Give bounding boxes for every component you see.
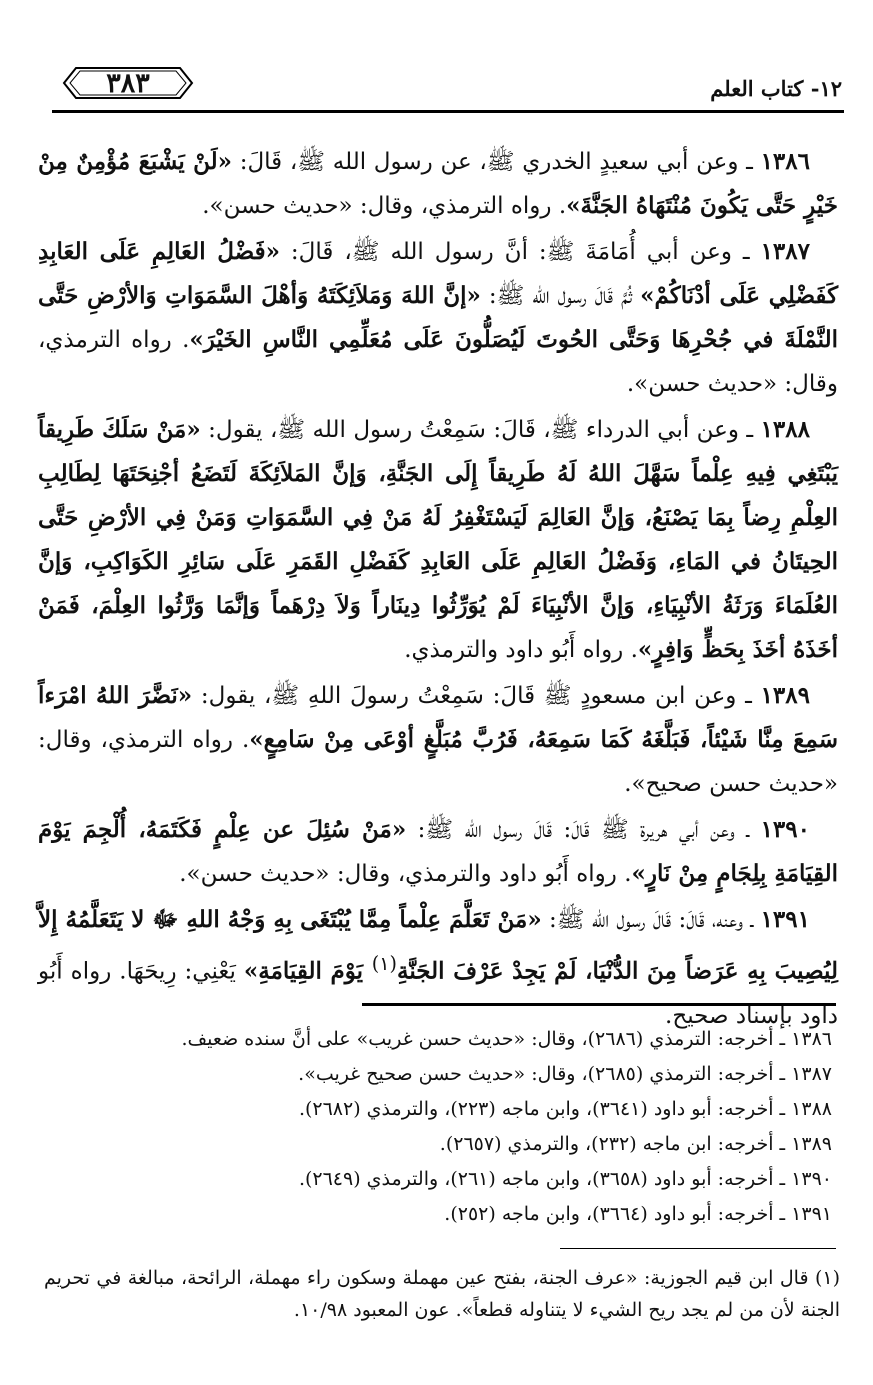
hadith-quote-end: يَوْمَ القِيَامَةِ» [243,957,372,985]
header-rule [52,110,844,113]
hadith-source: . رواه أَبُو داود والترمذي. [404,637,638,663]
hadith-1390 [38,808,838,896]
page-number: ٣٨٣ [106,67,150,99]
reference-item: ١٣٨٧ ـ أخرجه: الترمذي (٢٦٨٥)، وقال: «حديث حسن صحيح غريب». [298,1063,832,1085]
page-number-frame [62,66,194,100]
hadith-quote: «مَنْ سَلَكَ طَرِيقاً يَبْتَغِي فِيهِ عِلْماً سَهَّلَ اللهُ لَهُ طَرِيقاً إِلَى الجَنَّةِ، وَإنَّ المَلاَئِكَةَ لَتَضَعُ أجْنِحَتَهَا لِطَالِبِ العِلْمِ رِضاً بِمَا يَصْنَعُ، وَإنَّ العَالِمَ لَيَسْتَغْفِرُ لَهُ مَنْ فِي السَّمَوَاتِ وَمَنْ فِي الأرْضِ حَتَّى الحِيتَانُ في المَاءِ، وَفَضْلُ العَالِمِ عَلَى العَابِدِ كَفَضْلِ القَمَرِ عَلَى سَائِرِ الكَوَاكِبِ، وَإنَّ العُلَمَاءَ وَرَثَةُ الأنْبِيَاءِ، وَإنَّ الأنْبِيَاءَ لَمْ يُوَرِّثُوا دِينَاراً وَلاَ دِرْهَماً وَإنَّمَا وَرَّثُوا العِلْمَ، فَمَنْ أخَذَهُ أخَذَ بِحَظٍّ وَافِرٍ» [38,416,838,663]
reference-item: ١٣٨٨ ـ أخرجه: أبو داود (٣٦٤١)، وابن ماجه (٢٢٣)، والترمذي (٢٦٨٢). [298,1098,832,1120]
hadith-1388 [38,408,838,672]
hadith-quote: «لَنْ يَشْبَعَ مُؤْمِنٌ مِنْ خَيْرٍ حَتَّى يَكُونَ مُنْتَهَاهُ الجَنَّةَ» [38,148,838,219]
references-separator [362,1003,836,1006]
reference-item: ١٣٩١ ـ أخرجه: أبو داود (٣٦٦٤)، وابن ماجه (٢٥٢). [444,1203,832,1225]
hadith-source: . رواه الترمذي، وقال: «حديث حسن صحيح». [38,727,838,797]
hadith-1387 [38,230,838,406]
hadith-intro: ـ وعن ابن مسعودٍ ﷺ قَالَ: سَمِعْتُ رسولَ اللهِ ﷺ، يقول: [192,683,761,709]
hadith-source: . رواه الترمذي، وقال: «حديث حسن». [202,193,567,219]
footnote-marker[interactable]: (١) [371,952,398,975]
page-header [52,66,842,106]
hadith-number: ١٣٩١ [760,906,810,933]
hadith-number: ١٣٨٧ [760,238,810,265]
hadith-quote-2: «إنَّ اللهَ وَمَلاَئِكَتَهُ وَأهْلَ السَّمَوَاتِ وَالأرْضِ حَتَّى النَّمْلَةَ في جُحْرِهَا وَحَتَّى الحُوتَ لَيُصَلُّونَ عَلَى مُعَلِّمِي النَّاسِ الخَيْرَ» [38,282,838,353]
hadith-intro: ـ وعن أبي سعيدٍ الخدري ﷺ، عن رسول الله ﷺ، قَالَ: [232,149,761,175]
hadith-number: ١٣٨٨ [760,416,810,443]
reference-item: ١٣٨٦ ـ أخرجه: الترمذي (٢٦٨٦)، وقال: «حديث حسن غريب» على أنَّ سنده ضعيف. [181,1028,832,1050]
hadith-source: . رواه أَبُو داود والترمذي، وقال: «حديث حسن». [179,861,632,887]
hadith-1389 [38,674,838,806]
footnote-separator [560,1248,836,1249]
hadith-intro: ـ وعن أبي أُمَامَةَ ﷺ: أنَّ رسول الله ﷺ، قَالَ: [279,239,761,265]
hadith-intro: ـ وعن أبي الدرداء ﷺ، قَالَ: سَمِعْتُ رسول الله ﷺ، يقول: [200,417,761,443]
hadith-number: ١٣٨٩ [760,682,810,709]
footnote: (١) قال ابن قيم الجوزية: «عرف الجنة، بفتح عين مهملة وسكون راء مهملة، الرائحة، مبالغة في تحريم الجنة لأن من لم يجد ريح الشيء لا يتناوله قطعاً». عون المعبود ١٠/٩٨. [44,1267,840,1321]
hadith-number: ١٣٩٠ [760,816,810,843]
hadith-source: . رواه الترمذي، وقال: «حديث حسن». [38,327,838,397]
reference-item: ١٣٩٠ ـ أخرجه: أبو داود (٣٦٥٨)، وابن ماجه (٢٦١)، والترمذي (٢٦٤٩). [298,1168,832,1190]
reference-item: ١٣٨٩ ـ أخرجه: ابن ماجه (٢٣٢)، والترمذي (٢٦٥٧). [439,1133,832,1155]
hadith-number: ١٣٨٦ [760,148,810,175]
hadith-intro: ـ وعنه، قَالَ: قَالَ رسول الله ﷺ: [541,907,761,933]
hadith-quote: «مَنْ سُئِلَ عن عِلْمٍ فَكَتَمَهُ، أُلْجِمَ يَوْمَ القِيَامَةِ بِلِجَامٍ مِنْ نَارٍ» [38,816,838,887]
hadith-quote: «فَضْلُ العَالِمِ عَلَى العَابِدِ كَفَضْلِي عَلَى أدْنَاكُمْ» [38,238,839,309]
hadith-1386 [38,140,838,228]
chapter-title: ١٢- كتاب العلم [710,76,842,101]
references-list [80,1022,832,1232]
hadith-intro-2: ثُمَّ قَالَ رسول الله ﷺ: [480,283,641,309]
hadith-source: يَعْنِي: رِيحَهَا. رواه أَبُو داود بإسناد صحيح. [38,958,838,1029]
hadith-quote: «مَنْ تَعَلَّمَ عِلْماً مِمَّا يُبْتَغَى بِهِ وَجْهُ اللهِ ﷻ لا يَتَعَلَّمُهُ إِلاَّ لِيُصِيبَ بِهِ عَرَضاً مِنَ الدُّنْيَا، لَمْ يَجِدْ عَرْفَ الجَنَّةِ [38,906,838,985]
hadith-quote: «نَضَّرَ اللهُ امْرَءاً سَمِعَ مِنَّا شَيْئاً، فَبَلَّغَهُ كَمَا سَمِعَهُ، فَرُبَّ مُبَلَّغٍ أوْعَى مِنْ سَامِعٍ» [38,682,838,753]
hadith-1391 [38,898,838,1038]
hadith-body [38,140,838,1040]
hadith-intro: ـ وعن أبي هريرة ﷺ قَالَ: قَالَ رسول الله ﷺ: [406,817,761,843]
